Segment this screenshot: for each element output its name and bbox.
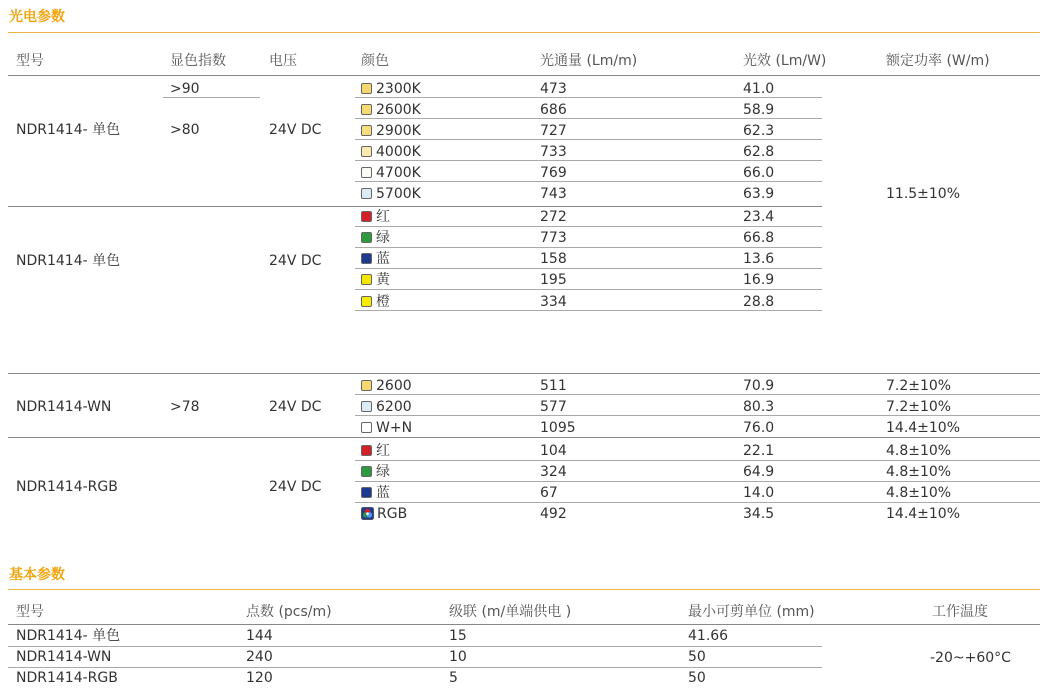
header-efficacy: 光效 (Lm/W) xyxy=(743,53,827,69)
color-swatch-icon xyxy=(361,167,372,178)
color-label: 2600K xyxy=(376,101,421,118)
basic-model: NDR1414-WN xyxy=(16,649,112,665)
color-label: 4000K xyxy=(376,143,421,160)
flux-value: 272 xyxy=(540,209,567,225)
efficacy-value: 64.9 xyxy=(743,464,775,480)
row-rule xyxy=(355,181,822,182)
row-rule xyxy=(355,394,1040,395)
flux-value: 743 xyxy=(540,185,567,202)
header-color: 颜色 xyxy=(361,53,389,69)
basic-row-rule xyxy=(8,667,822,668)
basic-header-model: 型号 xyxy=(16,604,44,620)
basic-row-rule xyxy=(8,646,822,647)
row-rule xyxy=(355,139,822,140)
group-model: NDR1414-RGB xyxy=(16,479,118,495)
basic-cascade: 10 xyxy=(449,649,467,665)
row-rule xyxy=(355,460,1040,461)
color-swatch-icon xyxy=(361,146,372,157)
efficacy-value: 62.3 xyxy=(743,122,775,139)
basic-header-cut: 最小可剪单位 (mm) xyxy=(688,604,815,620)
color-cell xyxy=(361,102,421,118)
color-cell xyxy=(361,165,421,181)
color-cell xyxy=(361,378,412,394)
color-swatch-icon xyxy=(361,422,372,433)
color-swatch-icon xyxy=(361,253,372,264)
color-cell xyxy=(361,485,390,501)
color-cell xyxy=(361,420,412,436)
color-swatch-icon xyxy=(361,211,372,222)
efficacy-value: 28.8 xyxy=(743,293,775,310)
color-label: 橙 xyxy=(376,293,390,310)
efficacy-value: 70.9 xyxy=(743,377,775,394)
flux-value: 773 xyxy=(540,230,567,246)
efficacy-value: 14.0 xyxy=(743,485,775,501)
power-value: 4.8±10% xyxy=(886,443,952,459)
color-cell xyxy=(361,209,390,225)
color-swatch-icon xyxy=(361,188,372,199)
color-label: 2900K xyxy=(376,122,421,139)
flux-value: 727 xyxy=(540,122,567,139)
group-cri: >78 xyxy=(170,399,200,415)
group-power: 11.5±10% xyxy=(886,186,961,202)
group-voltage: 24V DC xyxy=(269,399,322,415)
basic-header-rule xyxy=(8,624,1040,625)
basic-cascade: 15 xyxy=(449,628,467,644)
color-label: 5700K xyxy=(376,185,421,202)
color-swatch-icon xyxy=(361,125,372,136)
header-voltage: 电压 xyxy=(269,53,297,69)
efficacy-value: 76.0 xyxy=(743,419,775,436)
row-rule xyxy=(355,502,1040,503)
section-divider xyxy=(8,589,1040,590)
header-cri: 显色指数 xyxy=(170,53,226,69)
color-label: 绿 xyxy=(376,230,390,246)
group-model: NDR1414- 单色 xyxy=(16,253,121,269)
group-voltage: 24V DC xyxy=(269,122,322,138)
color-cell xyxy=(361,399,412,415)
cri-rule xyxy=(163,97,260,98)
color-label: 黄 xyxy=(376,272,390,288)
row-rule xyxy=(355,415,1040,416)
header-flux: 光通量 (Lm/m) xyxy=(540,53,638,69)
efficacy-value: 22.1 xyxy=(743,443,775,459)
row-rule xyxy=(355,97,822,98)
flux-value: 511 xyxy=(540,377,567,394)
color-cell xyxy=(361,272,390,288)
color-label: 6200 xyxy=(376,398,412,415)
basic-cut: 50 xyxy=(688,649,706,665)
group-voltage: 24V DC xyxy=(269,479,322,495)
flux-value: 473 xyxy=(540,80,567,97)
color-swatch-icon xyxy=(361,274,372,285)
color-cell xyxy=(361,251,390,267)
color-swatch-icon xyxy=(361,296,372,307)
power-value: 14.4±10% xyxy=(886,506,961,522)
power-value: 14.4±10% xyxy=(886,419,961,436)
efficacy-value: 16.9 xyxy=(743,272,775,288)
color-label: 4700K xyxy=(376,164,421,181)
color-cell xyxy=(361,230,390,246)
efficacy-value: 80.3 xyxy=(743,398,775,415)
flux-value: 769 xyxy=(540,164,567,181)
color-label: 2600 xyxy=(376,377,412,394)
efficacy-value: 13.6 xyxy=(743,251,775,267)
color-label: 红 xyxy=(376,209,390,225)
color-label: 2300K xyxy=(376,80,421,97)
group-voltage: 24V DC xyxy=(269,253,322,269)
section-divider xyxy=(8,32,1040,33)
efficacy-value: 63.9 xyxy=(743,185,775,202)
efficacy-value: 62.8 xyxy=(743,143,775,160)
power-value: 7.2±10% xyxy=(886,377,952,394)
group-cri: >80 xyxy=(170,122,200,138)
color-swatch-icon xyxy=(361,445,372,456)
power-value: 7.2±10% xyxy=(886,398,952,415)
flux-value: 158 xyxy=(540,251,567,267)
header-power: 额定功率 (W/m) xyxy=(886,53,990,69)
header-model: 型号 xyxy=(16,53,44,69)
color-cell xyxy=(361,294,390,310)
color-cell xyxy=(361,123,421,139)
color-cell xyxy=(361,186,421,202)
row-rule xyxy=(355,310,822,311)
color-label: 蓝 xyxy=(376,485,390,501)
color-swatch-icon xyxy=(361,466,372,477)
color-cell xyxy=(361,506,407,522)
efficacy-value: 58.9 xyxy=(743,101,775,118)
basic-cut: 50 xyxy=(688,670,706,686)
efficacy-value: 66.0 xyxy=(743,164,775,181)
efficacy-value: 41.0 xyxy=(743,80,775,97)
basic-model: NDR1414- 单色 xyxy=(16,628,121,644)
row-rule xyxy=(355,247,822,248)
group-model: NDR1414-WN xyxy=(16,399,112,415)
basic-cascade: 5 xyxy=(449,670,458,686)
flux-value: 324 xyxy=(540,464,567,480)
power-value: 4.8±10% xyxy=(886,485,952,501)
basic-points: 240 xyxy=(246,649,273,665)
color-label: W+N xyxy=(376,419,413,436)
basic-header-cascade: 级联 (m/单端供电 ) xyxy=(449,604,572,620)
efficacy-value: 23.4 xyxy=(743,209,775,225)
color-swatch-icon xyxy=(361,401,372,412)
color-swatch-icon xyxy=(361,104,372,115)
color-cell xyxy=(361,464,390,480)
group-rule xyxy=(8,437,1040,438)
section-title-basic: 基本参数 xyxy=(9,567,65,583)
basic-points: 120 xyxy=(246,670,273,686)
group-cri-top: >90 xyxy=(170,80,200,97)
rgb-swatch-icon xyxy=(361,507,374,520)
flux-value: 195 xyxy=(540,272,567,288)
header-rule xyxy=(8,75,1040,76)
efficacy-value: 66.8 xyxy=(743,230,775,246)
color-swatch-icon xyxy=(361,83,372,94)
row-rule xyxy=(355,226,822,227)
row-rule xyxy=(355,289,822,290)
flux-value: 67 xyxy=(540,485,558,501)
flux-value: 686 xyxy=(540,101,567,118)
flux-value: 334 xyxy=(540,293,567,310)
flux-value: 492 xyxy=(540,506,567,522)
power-value: 4.8±10% xyxy=(886,464,952,480)
flux-value: 577 xyxy=(540,398,567,415)
color-swatch-icon xyxy=(361,487,372,498)
color-label: 红 xyxy=(376,443,390,459)
basic-points: 144 xyxy=(246,628,273,644)
color-swatch-icon xyxy=(361,380,372,391)
color-label: RGB xyxy=(377,506,408,522)
row-rule xyxy=(355,268,822,269)
color-swatch-icon xyxy=(361,232,372,243)
flux-value: 733 xyxy=(540,143,567,160)
flux-value: 104 xyxy=(540,443,567,459)
row-rule xyxy=(355,160,822,161)
section-title-optical: 光电参数 xyxy=(9,9,65,25)
flux-value: 1095 xyxy=(540,419,576,436)
basic-temp: -20~+60°C xyxy=(930,650,1011,666)
basic-cut: 41.66 xyxy=(688,628,729,644)
basic-model: NDR1414-RGB xyxy=(16,670,118,686)
efficacy-value: 34.5 xyxy=(743,506,775,522)
color-label: 蓝 xyxy=(376,251,390,267)
group-model: NDR1414- 单色 xyxy=(16,122,121,138)
row-rule xyxy=(355,481,1040,482)
group-rule xyxy=(8,206,822,207)
basic-header-points: 点数 (pcs/m) xyxy=(246,604,332,620)
row-rule xyxy=(355,118,822,119)
color-cell xyxy=(361,443,390,459)
basic-header-temp: 工作温度 xyxy=(932,604,988,620)
color-cell xyxy=(361,81,421,97)
color-cell xyxy=(361,144,421,160)
group-rule xyxy=(8,373,1040,374)
color-label: 绿 xyxy=(376,464,390,480)
